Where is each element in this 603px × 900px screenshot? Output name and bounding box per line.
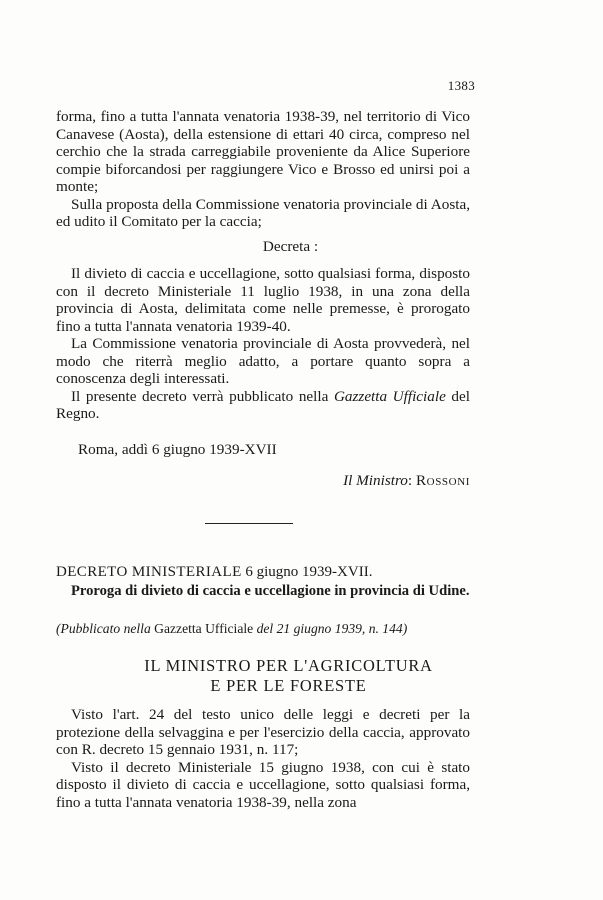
proposal-paragraph: Sulla proposta della Commissione venatoria provinciale di Aosta, ed udito il Comitato per la caccia; [56,195,470,230]
decree-subject: Proroga di divieto di caccia e uccellagione in provincia di Udine. [71,583,470,599]
previous-decree-continuation [56,108,470,231]
section-separator-rule [205,523,293,524]
signature-title: Il Ministro [343,472,408,489]
minister-title-line-1: IL MINISTRO PER L'AGRICOLTURA [144,656,433,675]
publication-clause-before: Il presente decreto verrà pubblicato nella [71,387,334,405]
decree-paragraph-prohibition: Il divieto di caccia e uccellagione, sotto qualsiasi forma, disposto con il decreto Ministeriale 11 luglio 1938, in una zona della provincia di Aosta, delimitata come nelle premesse, è prorogato fino a tutta l'annata venatoria 1939-40. [56,265,470,335]
date-line: Roma, addì 6 giugno 1939-XVII [78,441,277,458]
signature [343,472,470,490]
publication-note [56,621,470,637]
decree-body [56,265,470,423]
signature-name: Rossoni [415,472,470,489]
second-decree-header [56,564,372,581]
decree-kind: DECRETO MINISTERIALE [56,564,242,580]
publication-note-close: del 21 giugno 1939, n. 144) [253,621,408,636]
signature-separator: : [407,472,416,489]
preamble-paragraph-art24: Visto l'art. 24 del testo unico delle leggi e decreti per la protezione della selvaggina e per l'esercizio della caccia, approvato con R. decreto 15 gennaio 1931, n. 117; [56,706,470,758]
gazette-title: Gazzetta Ufficiale [333,387,446,405]
decree-date: 6 giugno 1939-XVII. [241,564,373,580]
minister-title-line-2: E PER LE FORESTE [210,676,367,695]
publication-note-gazette: Gazzetta Ufficiale [154,621,254,636]
decree-paragraph-publication [56,388,470,423]
publication-note-open: (Pubblicato nella [56,621,155,636]
decreta-heading-text: Decreta : [262,238,319,255]
continuation-paragraph: forma, fino a tutta l'annata venatoria 1938-39, nel territorio di Vico Canavese (Aosta), della estensione di ettari 40 circa, compreso nel cerchio che la strada carreggiabile proveniente da Alice Superiore compie biforcandosi per raggiungere Vico e Brosso ed unirsi poi a monte; [56,108,470,195]
preamble-paragraph-decree-1938: Visto il decreto Ministeriale 15 giugno 1938, con cui è stato disposto il divieto di caccia e uccellagione, sotto qualsiasi forma, fino a tutta l'annata venatoria 1938-39, nella zona [56,758,470,811]
page-number: 1383 [447,78,475,93]
minister-title [0,656,603,696]
decreta-heading [0,238,603,256]
publication-clause-after: del Regno. [56,387,470,422]
second-decree-preamble [56,706,470,811]
decree-paragraph-commission: La Commissione venatoria provinciale di Aosta provvederà, nel modo che riterrà meglio adatto, a portare quanto sopra a conoscenza degli interessati. [56,335,470,387]
